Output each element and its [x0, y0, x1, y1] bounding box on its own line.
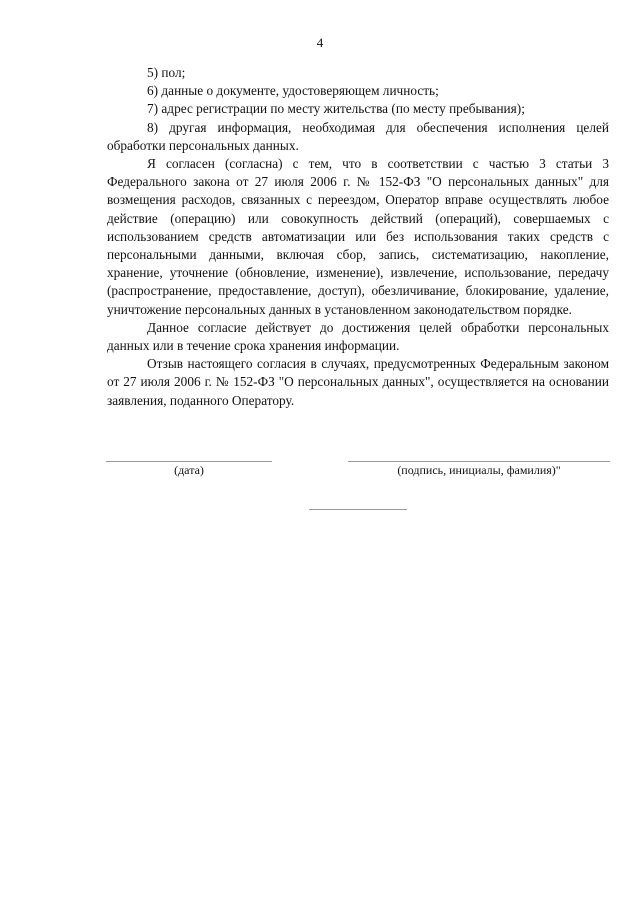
signature-line	[348, 461, 610, 462]
paragraph-consent: Я согласен (согласна) с тем, что в соответствии с частью 3 статьи 3 Федерального закона от 27 июля 2006 г. № 152-ФЗ "О персональных данных" для возмещения расходов, связанных с переездом, Оператор вправе осуществлять любое действие (операцию) или совокупность действий (операций), совершаемых с использованием средств автоматизации или без использования таких средств с персональными данными, включая сбор, запись, систематизацию, накопление, хранение, уточнение (обновление, изменение), извлечение, использование, передачу (распространение, предоставление, доступ), обезличивание, блокирование, удаление, уничтожение персональных данных в установленном законодательством порядке.	[107, 156, 609, 317]
paragraph-list-item-id-document: 6) данные о документе, удостоверяющем личность;	[147, 83, 439, 99]
paragraph-list-item-address: 7) адрес регистрации по месту жительства (по месту пребывания);	[147, 101, 525, 117]
paragraph-list-item-other-info: 8) другая информация, необходимая для обеспечения исполнения целей обработки персональных данных.	[107, 119, 609, 153]
closing-divider	[309, 509, 407, 510]
date-label: (дата)	[174, 463, 204, 477]
date-line	[106, 461, 272, 462]
paragraph-validity: Данное согласие действует до достижения целей обработки персональных данных или в течение срока хранения информации.	[107, 319, 609, 354]
signature-label: (подпись, инициалы, фамилия)"	[397, 463, 561, 477]
document-body	[107, 64, 609, 410]
page-number: 4	[316, 35, 324, 50]
paragraph-revocation: Отзыв настоящего согласия в случаях, предусмотренных Федеральным законом от 27 июля 2006 г. № 152-ФЗ "О персональных данных", осуществляется на основании заявления, поданного Оператору.	[107, 356, 609, 408]
paragraph-list-item-sex: 5) пол;	[147, 65, 186, 80]
